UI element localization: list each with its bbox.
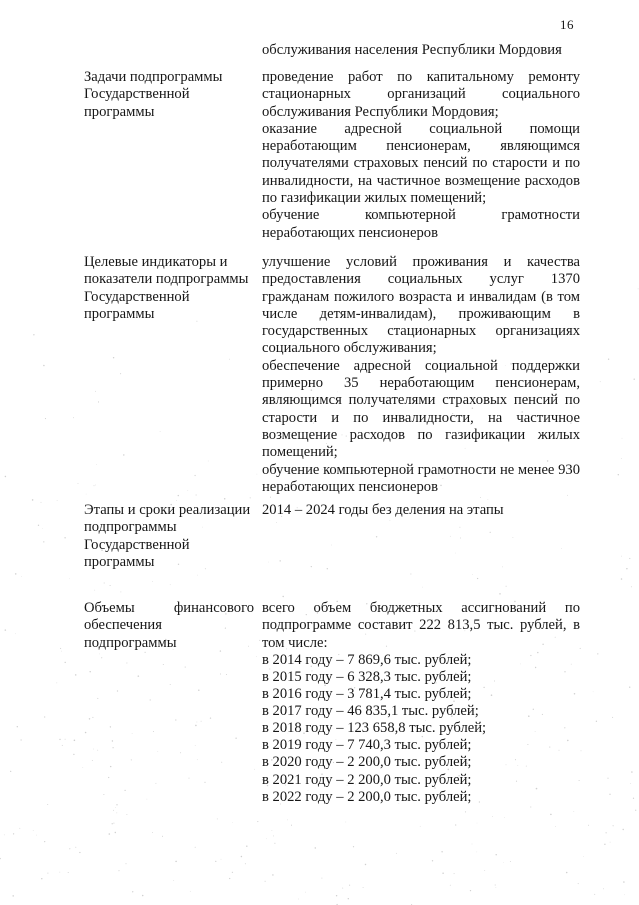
page-number: 16 bbox=[560, 17, 574, 32]
funding-year-item: в 2016 году – 3 781,4 тыс. рублей; bbox=[262, 686, 472, 703]
indicators-paragraph-2: обеспечение адресной социальной поддержки примерно 35 неработающим пенсионерам, являющимся получателями страховых пенсий по старости и по инвалидности, на частичное возмещение расходов по газификации жилых помещений; bbox=[262, 357, 580, 461]
row-label-funding bbox=[84, 600, 254, 652]
funding-label-rest: обеспечения подпрограммы bbox=[84, 617, 177, 651]
funding-year-item: в 2014 году – 7 869,6 тыс. рублей; bbox=[262, 651, 472, 668]
funding-year-item: в 2019 году – 7 740,3 тыс. рублей; bbox=[262, 737, 472, 754]
funding-year-item: в 2020 году – 2 200,0 тыс. рублей; bbox=[262, 754, 472, 771]
funding-year-item: в 2018 году – 123 658,8 тыс. рублей; bbox=[262, 720, 487, 737]
tasks-paragraph-3: обучение компьютерной грамотности неработающих пенсионеров bbox=[262, 207, 580, 241]
row-value-indicators bbox=[262, 254, 580, 496]
indicators-paragraph-1: улучшение условий проживания и качества предоставления социальных услуг 1370 гражданам пожилого возраста и инвалидам (в том числе детям-инвалидам), проживающим в государственных стационарных организациях социального обслуживания; bbox=[262, 254, 580, 357]
funding-intro: всего объем бюджетных ассигнований по подпрограмме составит 222 813,5 тыс. рублей, в том числе: bbox=[262, 600, 580, 651]
funding-year-item: в 2017 году – 46 835,1 тыс. рублей; bbox=[262, 703, 479, 720]
row-label-stages: Этапы и сроки реализации подпрограммы Государственной программы bbox=[84, 502, 251, 570]
row-label-indicators: Целевые индикаторы и показатели подпрограммы Государственной программы bbox=[84, 254, 249, 322]
funding-year-list bbox=[262, 652, 580, 806]
tasks-paragraph-1: проведение работ по капитальному ремонту стационарных организаций социального обслуживания Республики Мордовия; bbox=[262, 69, 580, 120]
row-value-tasks bbox=[262, 69, 580, 242]
row-value-stages bbox=[262, 502, 580, 519]
row-value-funding bbox=[262, 600, 580, 806]
funding-label-first-line: Объемы финансового bbox=[84, 600, 254, 616]
indicators-paragraph-3: обучение компьютерной грамотности не менее 930 неработающих пенсионеров bbox=[262, 461, 580, 495]
continuation-line: обслуживания населения Республики Мордовия bbox=[262, 42, 562, 58]
row-label-tasks: Задачи подпрограммы Государственной программы bbox=[84, 69, 223, 120]
funding-year-item: в 2015 году – 6 328,3 тыс. рублей; bbox=[262, 668, 472, 685]
tasks-paragraph-2: оказание адресной социальной помощи неработающим пенсионерам, являющимся получателями страховых пенсий по старости и по инвалидности, на частичное возмещение расходов по газификации жилых помещений; bbox=[262, 120, 580, 207]
funding-year-item: в 2022 году – 2 200,0 тыс. рублей; bbox=[262, 788, 472, 805]
stages-paragraph-1: 2014 – 2024 годы без деления на этапы bbox=[262, 502, 504, 518]
funding-year-item: в 2021 году – 2 200,0 тыс. рублей; bbox=[262, 771, 472, 788]
